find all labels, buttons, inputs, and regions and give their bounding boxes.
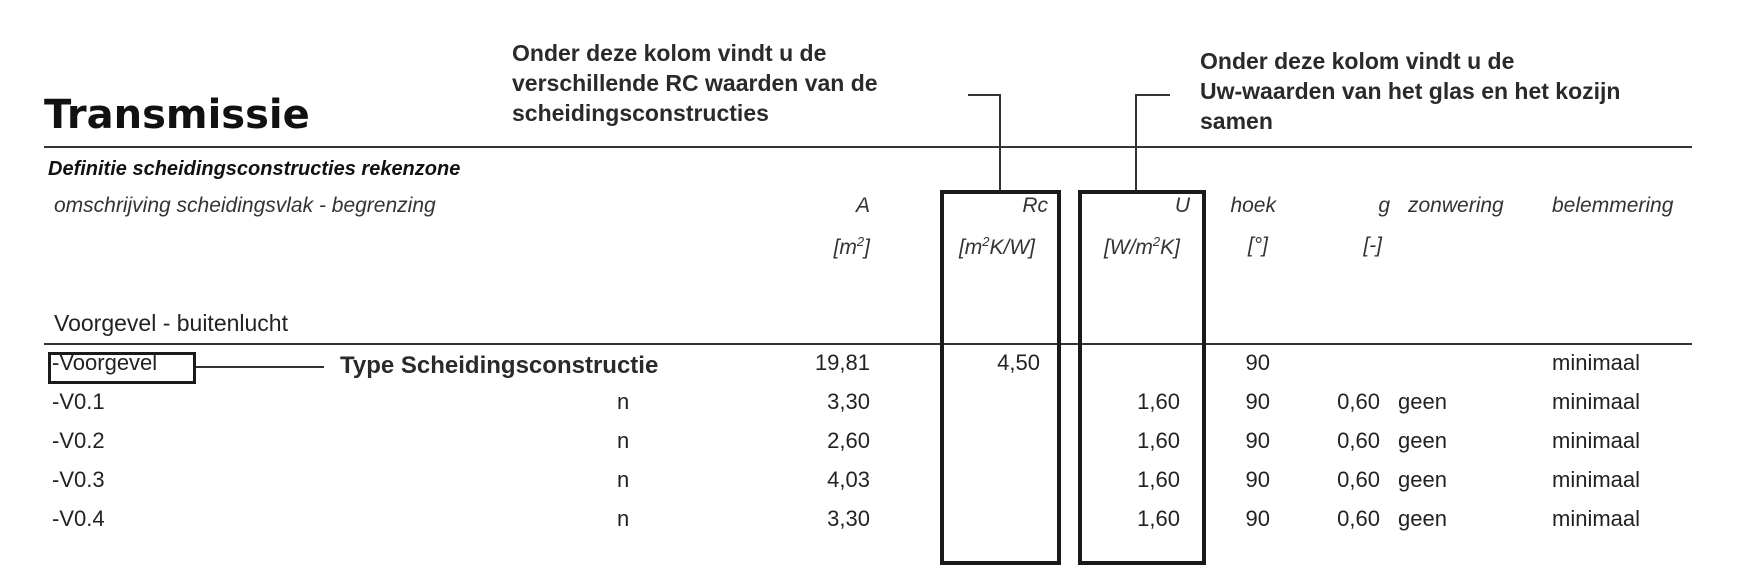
row-a: 4,03 — [827, 467, 870, 492]
row-g: 0,60 — [1337, 389, 1380, 414]
callout-rc-line: scheidingsconstructies — [512, 100, 769, 126]
col-hoek-unit: [°] — [1247, 234, 1268, 257]
callout-rc-connector — [999, 94, 1001, 190]
row-zonwering: geen — [1398, 389, 1447, 414]
group-divider — [44, 343, 1692, 345]
callout-u-line: Uw-waarden van het glas en het kozijn — [1200, 78, 1621, 104]
col-rc: Rc — [1022, 194, 1048, 217]
col-u-unit-post: K] — [1160, 236, 1180, 259]
callout-rc-line: Onder deze kolom vindt u de — [512, 40, 827, 66]
row-u: 1,60 — [1137, 506, 1180, 531]
row-a: 3,30 — [827, 506, 870, 531]
col-a-unit — [800, 234, 870, 260]
row-zonwering: geen — [1398, 506, 1447, 531]
row-hoek: 90 — [1245, 350, 1270, 375]
row-name: -V0.3 — [52, 467, 105, 492]
col-u-unit-sup: 2 — [1152, 234, 1161, 249]
row-name: -V0.1 — [52, 389, 105, 414]
row-u: 1,60 — [1137, 467, 1180, 492]
callout-rc-connector — [968, 94, 1000, 96]
row-u: 1,60 — [1137, 428, 1180, 453]
row-name: -V0.2 — [52, 428, 105, 453]
row-a: 2,60 — [827, 428, 870, 453]
row-a: 3,30 — [827, 389, 870, 414]
row-hoek: 90 — [1245, 506, 1270, 531]
callout-u-connector — [1135, 94, 1137, 190]
col-u-unit-pre: [W/m — [1103, 236, 1153, 259]
page-title: Transmissie — [44, 92, 310, 138]
col-a: A — [855, 194, 870, 217]
row-rc: 4,50 — [997, 350, 1040, 375]
row-hoek: 90 — [1245, 389, 1270, 414]
row-a: 19,81 — [814, 350, 870, 375]
col-rc-unit — [930, 234, 1035, 260]
row-g: 0,60 — [1337, 467, 1380, 492]
col-a-unit-sup: 2 — [856, 234, 865, 249]
callout-rc-line: verschillende RC waarden van de — [512, 70, 878, 96]
col-rc-unit-post: K/W] — [989, 236, 1035, 259]
type-label: Type Scheidingsconstructie — [340, 352, 659, 379]
col-u-unit — [1080, 234, 1180, 260]
col-omschrijving: omschrijving scheidingsvlak - begrenzing — [54, 194, 436, 217]
group-title: Voorgevel - buitenlucht — [54, 310, 288, 336]
type-label-connector — [196, 366, 324, 368]
callout-rc-text — [512, 38, 878, 128]
row-u: 1,60 — [1137, 389, 1180, 414]
col-rc-unit-pre: [m — [958, 236, 983, 259]
row-n: n — [617, 467, 630, 492]
row-belemmering: minimaal — [1552, 506, 1641, 531]
row-name: -Voorgevel — [52, 350, 158, 375]
row-belemmering: minimaal — [1552, 467, 1641, 492]
row-zonwering: geen — [1398, 428, 1447, 453]
callout-u-connector — [1136, 94, 1170, 96]
row-belemmering: minimaal — [1552, 350, 1641, 375]
row-n: n — [617, 389, 630, 414]
col-a-unit-pre: [m — [833, 236, 857, 259]
col-zonwering: zonwering — [1408, 194, 1504, 217]
row-n: n — [617, 506, 630, 531]
row-hoek: 90 — [1245, 428, 1270, 453]
row-belemmering: minimaal — [1552, 389, 1641, 414]
row-zonwering: geen — [1398, 467, 1447, 492]
callout-u-text — [1200, 46, 1620, 136]
row-belemmering: minimaal — [1552, 428, 1641, 453]
col-hoek: hoek — [1230, 194, 1276, 217]
col-g: g — [1378, 194, 1390, 217]
row-hoek: 90 — [1245, 467, 1270, 492]
callout-u-line: Onder deze kolom vindt u de — [1200, 48, 1515, 74]
row-name: -V0.4 — [52, 506, 105, 531]
section-title: Definitie scheidingsconstructies rekenzone — [48, 158, 461, 180]
col-a-unit-post: ] — [864, 236, 870, 259]
col-rc-unit-sup: 2 — [982, 234, 990, 249]
row-g: 0,60 — [1337, 506, 1380, 531]
callout-u-line: samen — [1200, 108, 1273, 134]
col-g-unit: [-] — [1363, 234, 1382, 257]
col-u: U — [1174, 194, 1190, 217]
row-n: n — [617, 428, 630, 453]
row-g: 0,60 — [1337, 428, 1380, 453]
col-belemmering: belemmering — [1552, 194, 1674, 217]
header-divider — [44, 146, 1692, 148]
